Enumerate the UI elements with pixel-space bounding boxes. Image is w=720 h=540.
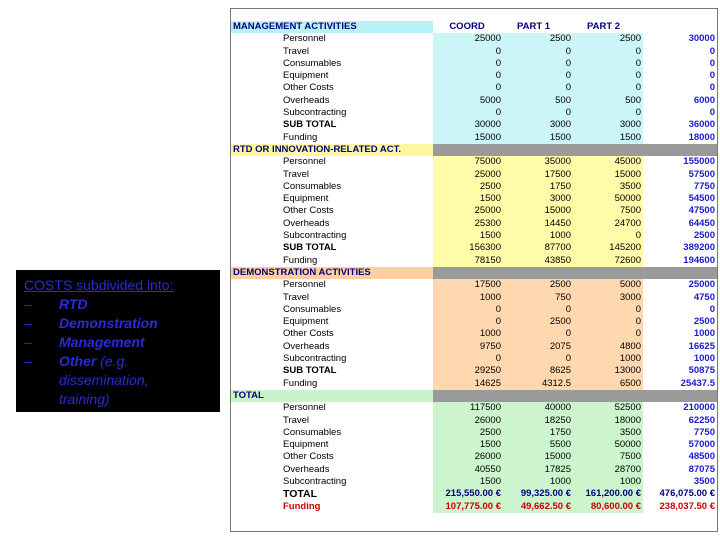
table-row [231, 58, 717, 70]
row-label: Overheads [283, 217, 330, 229]
row-label: Personnel [283, 156, 326, 168]
cell-total: 4750 [693, 291, 715, 303]
section-header-row [231, 267, 717, 279]
cell-part2: 5000 [573, 279, 643, 291]
cell-part1: 2500 [503, 279, 573, 291]
row-indent [231, 218, 281, 230]
cell-coord: 1500 [433, 193, 503, 205]
cell-part1: 0 [503, 58, 573, 70]
callout-title: COSTS subdivided into: [24, 277, 174, 293]
row-indent [231, 378, 281, 390]
row-label: Personnel [283, 402, 326, 414]
cell-total: 7750 [693, 180, 715, 192]
cell-coord: 14625 [433, 378, 503, 390]
cell-part2: 3000 [573, 292, 643, 304]
cell-total: 16625 [688, 340, 715, 352]
table-row [231, 415, 717, 427]
table-row [231, 353, 717, 365]
cell-coord: 25300 [433, 218, 503, 230]
table-row [231, 218, 717, 230]
cell-part1: 17500 [503, 169, 573, 181]
row-label: SUB TOTAL [283, 365, 337, 377]
row-label: Other Costs [283, 328, 334, 340]
cell-total: 2500 [693, 230, 715, 242]
table-row [231, 205, 717, 217]
cell-total: 50875 [688, 365, 715, 377]
cell-part2: 52500 [573, 402, 643, 414]
cell-part2: 18000 [573, 415, 643, 427]
cell-part2: 4800 [573, 341, 643, 353]
cell-total: 0 [709, 107, 715, 119]
cell-total: 57000 [688, 439, 715, 451]
cell-part1: 0 [503, 46, 573, 58]
cell-coord: 0 [433, 107, 503, 119]
cell-part1: 18250 [503, 415, 573, 427]
cell-part2: 50000 [573, 439, 643, 451]
table-row [231, 316, 717, 328]
table-row [231, 107, 717, 119]
section-fill [573, 267, 643, 279]
cell-part2: 0 [573, 304, 643, 316]
row-indent [231, 193, 281, 205]
cell-total: 62250 [688, 414, 715, 426]
cell-total: 0 [709, 70, 715, 82]
cell-part1: 5500 [503, 439, 573, 451]
column-header-total [643, 21, 717, 33]
cell-total: 210000 [683, 402, 715, 414]
table-row [231, 255, 717, 267]
cell-part1: 43850 [503, 255, 573, 267]
section-title: RTD OR INNOVATION-RELATED ACT. [231, 144, 433, 156]
cell-coord: 1500 [433, 439, 503, 451]
cell-total: 155000 [683, 156, 715, 168]
table-row [231, 230, 717, 242]
table-row [231, 46, 717, 58]
row-indent [231, 58, 281, 70]
table-row [231, 464, 717, 476]
row-label: Subcontracting [283, 475, 347, 487]
section-title: DEMONSTRATION ACTIVITIES [231, 267, 433, 279]
cell-part2: 6500 [573, 378, 643, 390]
cell-coord: 1500 [433, 230, 503, 242]
cell-coord: 0 [433, 316, 503, 328]
row-indent [231, 427, 281, 439]
cell-part1: 35000 [503, 156, 573, 168]
cell-part2: 15000 [573, 169, 643, 181]
table-row [231, 95, 717, 107]
row-label: Funding [283, 500, 321, 512]
table-row [231, 328, 717, 340]
cell-part2: 0 [573, 58, 643, 70]
callout-item-other: – Other (e.g. [24, 353, 129, 369]
row-label: Overheads [283, 94, 330, 106]
cell-total: 0 [709, 303, 715, 315]
row-label: Consumables [283, 180, 342, 192]
cell-total: 25437.5 [680, 377, 715, 389]
section-fill [573, 390, 643, 402]
cell-part1: 2075 [503, 341, 573, 353]
cell-part2: 161,200.00 € [573, 488, 643, 500]
row-label: Other Costs [283, 205, 334, 217]
row-label: Other Costs [283, 451, 334, 463]
cell-part2: 0 [573, 316, 643, 328]
cell-total: 47500 [688, 205, 715, 217]
callout-item-demonstration: – Demonstration [24, 315, 158, 331]
row-indent [231, 328, 281, 340]
table-row [231, 279, 717, 291]
row-indent [231, 402, 281, 414]
row-label: Consumables [283, 303, 342, 315]
cell-part1: 8625 [503, 365, 573, 377]
row-indent [231, 501, 281, 513]
table-row [231, 402, 717, 414]
table-row [231, 70, 717, 82]
cell-total: 57500 [688, 168, 715, 180]
row-indent [231, 230, 281, 242]
cell-total: 6000 [693, 94, 715, 106]
table-row [231, 451, 717, 463]
cell-part1: 500 [503, 95, 573, 107]
table-row [231, 341, 717, 353]
cell-part2: 1500 [573, 132, 643, 144]
cell-part2: 1000 [573, 476, 643, 488]
cell-coord: 2500 [433, 181, 503, 193]
row-indent [231, 242, 281, 254]
row-indent [231, 439, 281, 451]
table-row [231, 292, 717, 304]
cell-part2: 7500 [573, 205, 643, 217]
row-indent [231, 415, 281, 427]
cell-coord: 215,550.00 € [433, 488, 503, 500]
cell-total: 36000 [688, 119, 715, 131]
cell-part1: 1750 [503, 181, 573, 193]
cell-total: 87075 [688, 463, 715, 475]
row-label: Subcontracting [283, 230, 347, 242]
row-label: Other Costs [283, 82, 334, 94]
cell-coord: 5000 [433, 95, 503, 107]
row-indent [231, 132, 281, 144]
row-indent [231, 181, 281, 193]
cell-part1: 40000 [503, 402, 573, 414]
row-indent [231, 316, 281, 328]
cell-part2: 0 [573, 230, 643, 242]
cell-total: 7750 [693, 426, 715, 438]
section-fill [573, 144, 643, 156]
column-header-part1: PART 1 [503, 21, 573, 33]
cell-coord: 0 [433, 353, 503, 365]
table-row [231, 427, 717, 439]
section-fill [433, 390, 503, 402]
column-header-coord: COORD [433, 21, 503, 33]
cell-total: 1000 [693, 353, 715, 365]
cell-part2: 1000 [573, 353, 643, 365]
row-label: TOTAL [283, 488, 318, 501]
row-indent [231, 353, 281, 365]
section-fill [433, 144, 503, 156]
cell-part2: 0 [573, 107, 643, 119]
cell-part1: 0 [503, 107, 573, 119]
cell-part1: 1000 [503, 476, 573, 488]
cell-part2: 80,600.00 € [573, 501, 643, 513]
cell-coord: 0 [433, 82, 503, 94]
cell-coord: 2500 [433, 427, 503, 439]
row-label: Overheads [283, 463, 330, 475]
cell-coord: 26000 [433, 451, 503, 463]
cell-total: 18000 [688, 131, 715, 143]
row-indent [231, 82, 281, 94]
section-fill [503, 390, 573, 402]
row-label: Consumables [283, 426, 342, 438]
cell-part1: 0 [503, 82, 573, 94]
section-header-row [231, 144, 717, 156]
row-indent [231, 451, 281, 463]
cell-coord: 1000 [433, 292, 503, 304]
callout-item-rtd: – RTD [24, 296, 88, 312]
table-row [231, 378, 717, 390]
cell-coord: 26000 [433, 415, 503, 427]
cell-part2: 50000 [573, 193, 643, 205]
cell-part2: 0 [573, 70, 643, 82]
row-indent [231, 292, 281, 304]
cell-part2: 3000 [573, 119, 643, 131]
cell-coord: 1500 [433, 476, 503, 488]
cell-coord: 40550 [433, 464, 503, 476]
costs-callout [16, 270, 220, 412]
row-indent [231, 46, 281, 58]
cell-part1: 3000 [503, 193, 573, 205]
cell-part1: 0 [503, 353, 573, 365]
section-fill [503, 267, 573, 279]
section-title: TOTAL [231, 390, 433, 402]
table-row [231, 119, 717, 131]
cell-part2: 24700 [573, 218, 643, 230]
cell-coord: 30000 [433, 119, 503, 131]
cell-total: 0 [709, 57, 715, 69]
callout-note-line: training) [59, 391, 110, 407]
cell-coord: 25000 [433, 169, 503, 181]
cell-coord: 78150 [433, 255, 503, 267]
row-label: Travel [283, 414, 310, 426]
cell-coord: 107,775.00 € [433, 501, 503, 513]
cell-part1: 49,662.50 € [503, 501, 573, 513]
table-row [231, 488, 717, 500]
cell-part1: 15000 [503, 451, 573, 463]
table-row [231, 181, 717, 193]
cell-part1: 0 [503, 328, 573, 340]
section-fill [433, 267, 503, 279]
cell-coord: 17500 [433, 279, 503, 291]
cell-total: 25000 [688, 279, 715, 291]
cell-part1: 3000 [503, 119, 573, 131]
cell-part2: 28700 [573, 464, 643, 476]
row-indent [231, 304, 281, 316]
row-indent [231, 476, 281, 488]
cell-part2: 0 [573, 328, 643, 340]
cell-part1: 1500 [503, 132, 573, 144]
section-fill [643, 144, 717, 156]
callout-note-line: dissemination, [59, 372, 149, 388]
cell-coord: 15000 [433, 132, 503, 144]
cell-total: 30000 [688, 33, 715, 45]
cell-part1: 4312.5 [503, 378, 573, 390]
cell-coord: 0 [433, 70, 503, 82]
table-row [231, 193, 717, 205]
row-label: Overheads [283, 340, 330, 352]
row-indent [231, 95, 281, 107]
row-label: Travel [283, 291, 310, 303]
cell-coord: 0 [433, 304, 503, 316]
cell-part1: 14450 [503, 218, 573, 230]
cell-total: 48500 [688, 451, 715, 463]
cell-coord: 9750 [433, 341, 503, 353]
section-fill [643, 267, 717, 279]
table-row [231, 501, 717, 513]
callout-item-management: – Management [24, 334, 145, 350]
section-title: MANAGEMENT ACTIVITIES [231, 21, 433, 33]
cell-part2: 145200 [573, 242, 643, 254]
cell-total: 2500 [693, 316, 715, 328]
row-label: Equipment [283, 316, 329, 328]
row-label: Subcontracting [283, 107, 347, 119]
section-fill [503, 144, 573, 156]
cell-part2: 500 [573, 95, 643, 107]
row-label: SUB TOTAL [283, 119, 337, 131]
cell-part2: 3500 [573, 427, 643, 439]
cell-coord: 29250 [433, 365, 503, 377]
cell-part1: 750 [503, 292, 573, 304]
row-label: Subcontracting [283, 353, 347, 365]
row-indent [231, 107, 281, 119]
cell-part2: 72600 [573, 255, 643, 267]
cell-total: 1000 [693, 328, 715, 340]
cell-total: 476,075.00 € [659, 488, 715, 500]
cell-part2: 13000 [573, 365, 643, 377]
row-label: Personnel [283, 279, 326, 291]
cell-part1: 99,325.00 € [503, 488, 573, 500]
cell-part1: 1750 [503, 427, 573, 439]
cell-part2: 0 [573, 46, 643, 58]
row-label: SUB TOTAL [283, 242, 337, 254]
cell-part2: 2500 [573, 33, 643, 45]
row-label: Funding [283, 254, 318, 266]
row-indent [231, 119, 281, 131]
row-label: Consumables [283, 57, 342, 69]
cell-part1: 87700 [503, 242, 573, 254]
cell-coord: 1000 [433, 328, 503, 340]
row-indent [231, 255, 281, 267]
table-row [231, 476, 717, 488]
cell-coord: 75000 [433, 156, 503, 168]
cell-total: 3500 [693, 475, 715, 487]
cell-part2: 0 [573, 82, 643, 94]
cell-part2: 3500 [573, 181, 643, 193]
section-header-row [231, 21, 717, 33]
row-label: Equipment [283, 193, 329, 205]
row-indent [231, 341, 281, 353]
cell-part2: 7500 [573, 451, 643, 463]
row-label: Travel [283, 168, 310, 180]
row-indent [231, 365, 281, 377]
table-row [231, 304, 717, 316]
table-row [231, 82, 717, 94]
cell-part1: 17825 [503, 464, 573, 476]
row-indent [231, 70, 281, 82]
cell-coord: 117500 [433, 402, 503, 414]
section-fill [643, 390, 717, 402]
cell-part1: 15000 [503, 205, 573, 217]
section-header-row [231, 390, 717, 402]
cell-part2: 45000 [573, 156, 643, 168]
cell-coord: 156300 [433, 242, 503, 254]
cell-coord: 25000 [433, 205, 503, 217]
budget-table [231, 21, 717, 513]
column-header-part2: PART 2 [573, 21, 643, 33]
table-row [231, 439, 717, 451]
cell-part1: 2500 [503, 33, 573, 45]
cell-total: 194600 [683, 254, 715, 266]
budget-spreadsheet [230, 8, 718, 532]
cell-part1: 0 [503, 70, 573, 82]
cell-total: 54500 [688, 193, 715, 205]
row-indent [231, 205, 281, 217]
row-label: Personnel [283, 33, 326, 45]
row-indent [231, 169, 281, 181]
row-label: Funding [283, 377, 318, 389]
cell-total: 389200 [683, 242, 715, 254]
row-label: Equipment [283, 70, 329, 82]
cell-total: 0 [709, 45, 715, 57]
table-row [231, 169, 717, 181]
row-label: Equipment [283, 439, 329, 451]
table-row [231, 365, 717, 377]
row-indent [231, 33, 281, 45]
table-row [231, 242, 717, 254]
cell-coord: 0 [433, 58, 503, 70]
row-label: Funding [283, 131, 318, 143]
cell-total: 238,037.50 € [659, 500, 715, 512]
table-row [231, 33, 717, 45]
row-label: Travel [283, 45, 310, 57]
cell-total: 0 [709, 82, 715, 94]
cell-part1: 0 [503, 304, 573, 316]
table-row [231, 132, 717, 144]
row-indent [231, 156, 281, 168]
cell-part1: 2500 [503, 316, 573, 328]
cell-total: 64450 [688, 217, 715, 229]
row-indent [231, 488, 281, 500]
row-indent [231, 464, 281, 476]
cell-coord: 0 [433, 46, 503, 58]
row-indent [231, 279, 281, 291]
table-row [231, 156, 717, 168]
cell-part1: 1000 [503, 230, 573, 242]
cell-coord: 25000 [433, 33, 503, 45]
